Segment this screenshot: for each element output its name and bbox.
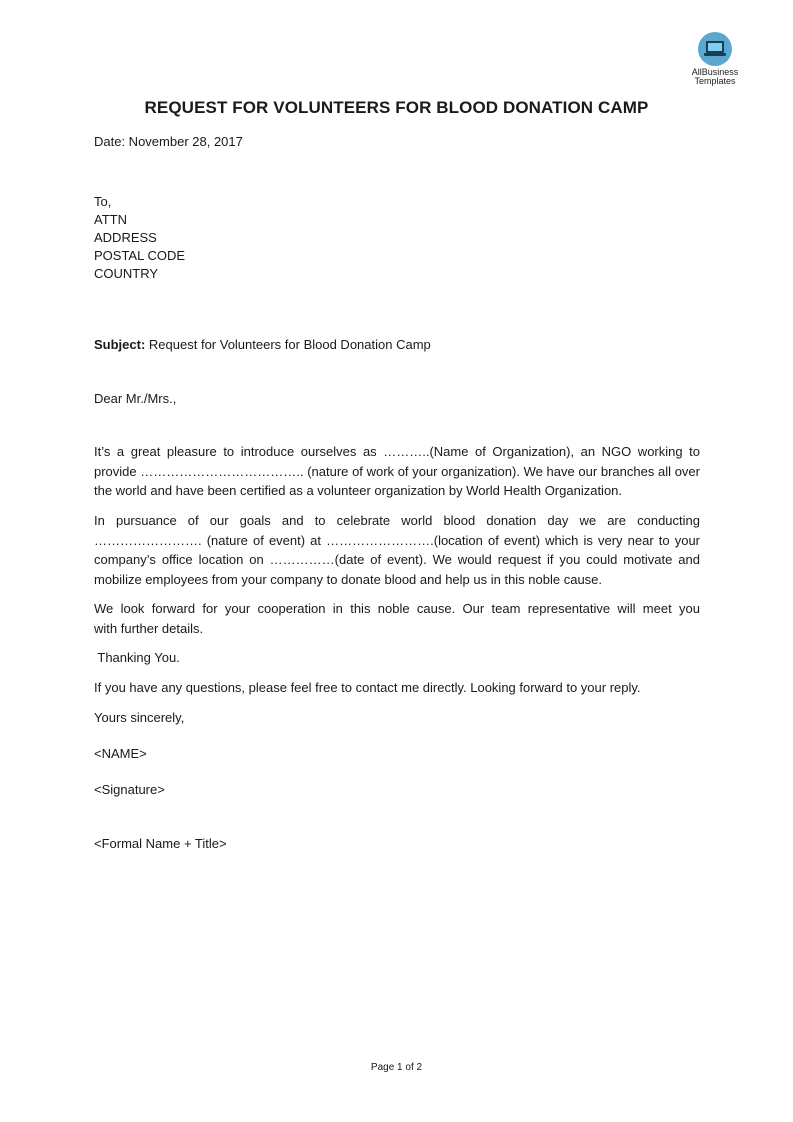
paragraph-line: company’s office location on ……………(date of event). We would request if you could motivate and [94,552,700,567]
document-title: REQUEST FOR VOLUNTEERS FOR BLOOD DONATION CAMP [144,98,649,117]
paragraph-line: with further details. [94,620,204,636]
logo-text-line2: Templates [694,76,736,86]
sender-signature: <Signature> [94,782,165,797]
recipient-to: To, [94,194,112,209]
logo-text-line1: AllBusiness [691,67,739,77]
subject-line [94,336,431,354]
paragraph-line: provide ……………………………….. (nature of work of your organization). We have our branches all over [94,463,700,479]
salutation: Dear Mr./Mrs., [94,391,177,406]
body-paragraph-2 [94,511,700,589]
questions-line: If you have any questions, please feel free to contact me directly. Looking forward to your reply. [94,680,641,695]
recipient-postal-code: POSTAL CODE [94,248,186,263]
subject-label: Subject: [94,337,146,352]
paragraph-line: mobilize employees from your company to donate blood and help us in this noble cause. [94,571,603,587]
sender-formal-name: <Formal Name + Title> [94,836,227,851]
subject-text: Request for Volunteers for Blood Donation Camp [148,337,431,352]
paragraph-line: It’s a great pleasure to introduce ourselves as ………..(Name of Organization), an NGO working to [94,444,700,459]
body-paragraph-3 [94,599,700,638]
body-paragraph-1 [94,442,700,501]
paragraph-line: ……………………. (nature of event) at …………………….(location of event) which is very near to your [94,532,700,548]
recipient-country: COUNTRY [94,266,159,281]
closing-line: Yours sincerely, [94,710,185,725]
laptop-icon [698,32,732,66]
thanking-line: Thanking You. [94,650,180,665]
recipient-address: ADDRESS [94,230,157,245]
recipient-attn: ATTN [94,212,127,227]
page-number: Page 1 of 2 [370,1062,423,1073]
paragraph-line: the world and have been certified as a volunteer organization by World Health Organization. [94,483,623,498]
paragraph-line: We look forward for your cooperation in this noble cause. Our team representative will meet you [94,601,700,616]
sender-name: <NAME> [94,746,147,761]
paragraph-line: In pursuance of our goals and to celebrate world blood donation day we are conducting [94,513,700,528]
company-logo [683,32,747,86]
letter-date: Date: November 28, 2017 [94,134,243,149]
